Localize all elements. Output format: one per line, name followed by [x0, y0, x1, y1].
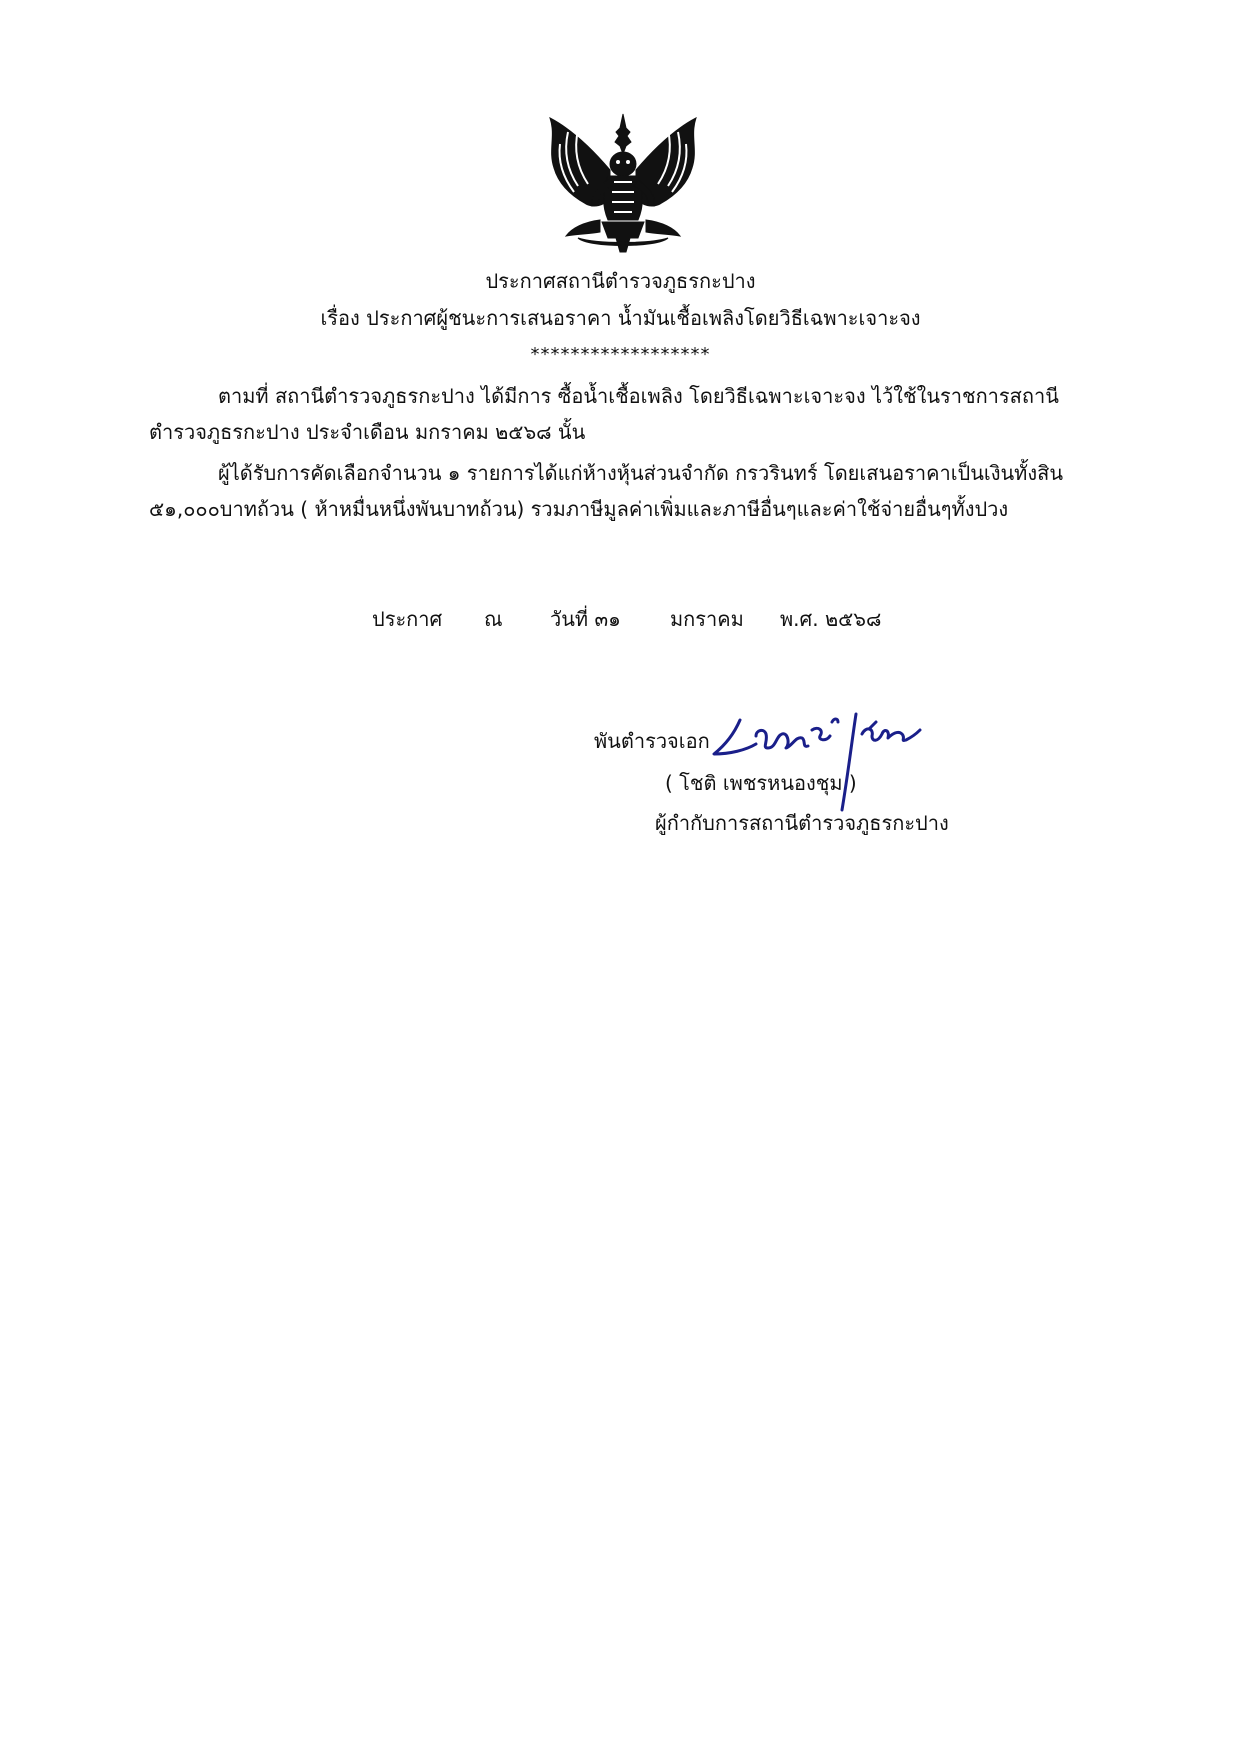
date-day: วันที่ ๓๑ — [550, 607, 621, 631]
garuda-emblem-icon — [538, 110, 708, 260]
document-subject: เรื่อง ประกาศผู้ชนะการเสนอราคา น้ำมันเชื้อเพลิงโดยวิธีเฉพาะเจาะจง — [320, 306, 921, 330]
signer-name: ( โชติ เพชรหนองชุม ) — [665, 771, 857, 795]
paragraph-2-line-1: ผู้ได้รับการคัดเลือกจำนวน ๑ รายการได้แก่ห้างหุ้นส่วนจำกัด กรวรินทร์ โดยเสนอราคาเป็นเงินทั้งสิน — [218, 461, 1064, 485]
date-at: ณ — [484, 607, 503, 631]
separator: ****************** — [530, 344, 711, 365]
document-title: ประกาศสถานีตำรวจภูธรกะปาง — [485, 269, 756, 293]
paragraph-2-line-2: ๕๑,๐๐๐บาทถ้วน ( ห้าหมื่นหนึ่งพันบาทถ้วน) รวมภาษีมูลค่าเพิ่มและภาษีอื่นๆและค่าใช้จ่ายอื่นๆทั้งปวง — [149, 497, 1009, 521]
date-announce: ประกาศ — [372, 607, 443, 631]
paragraph-1-line-2: ตำรวจภูธรกะปาง ประจำเดือน มกราคม ๒๕๖๘ นั้น — [149, 420, 586, 444]
date-month: มกราคม — [670, 607, 744, 631]
signer-rank: พันตำรวจเอก — [594, 729, 710, 753]
signer-position: ผู้กำกับการสถานีตำรวจภูธรกะปาง — [655, 811, 949, 835]
date-year: พ.ศ. ๒๕๖๘ — [780, 607, 882, 631]
paragraph-1-line-1: ตามที่ สถานีตำรวจภูธรกะปาง ได้มีการ ซื้อน้ำเชื้อเพลิง โดยวิธีเฉพาะเจาะจง ไว้ใช้ในราชการสถานี — [218, 384, 1059, 408]
announcement-date — [372, 606, 881, 632]
